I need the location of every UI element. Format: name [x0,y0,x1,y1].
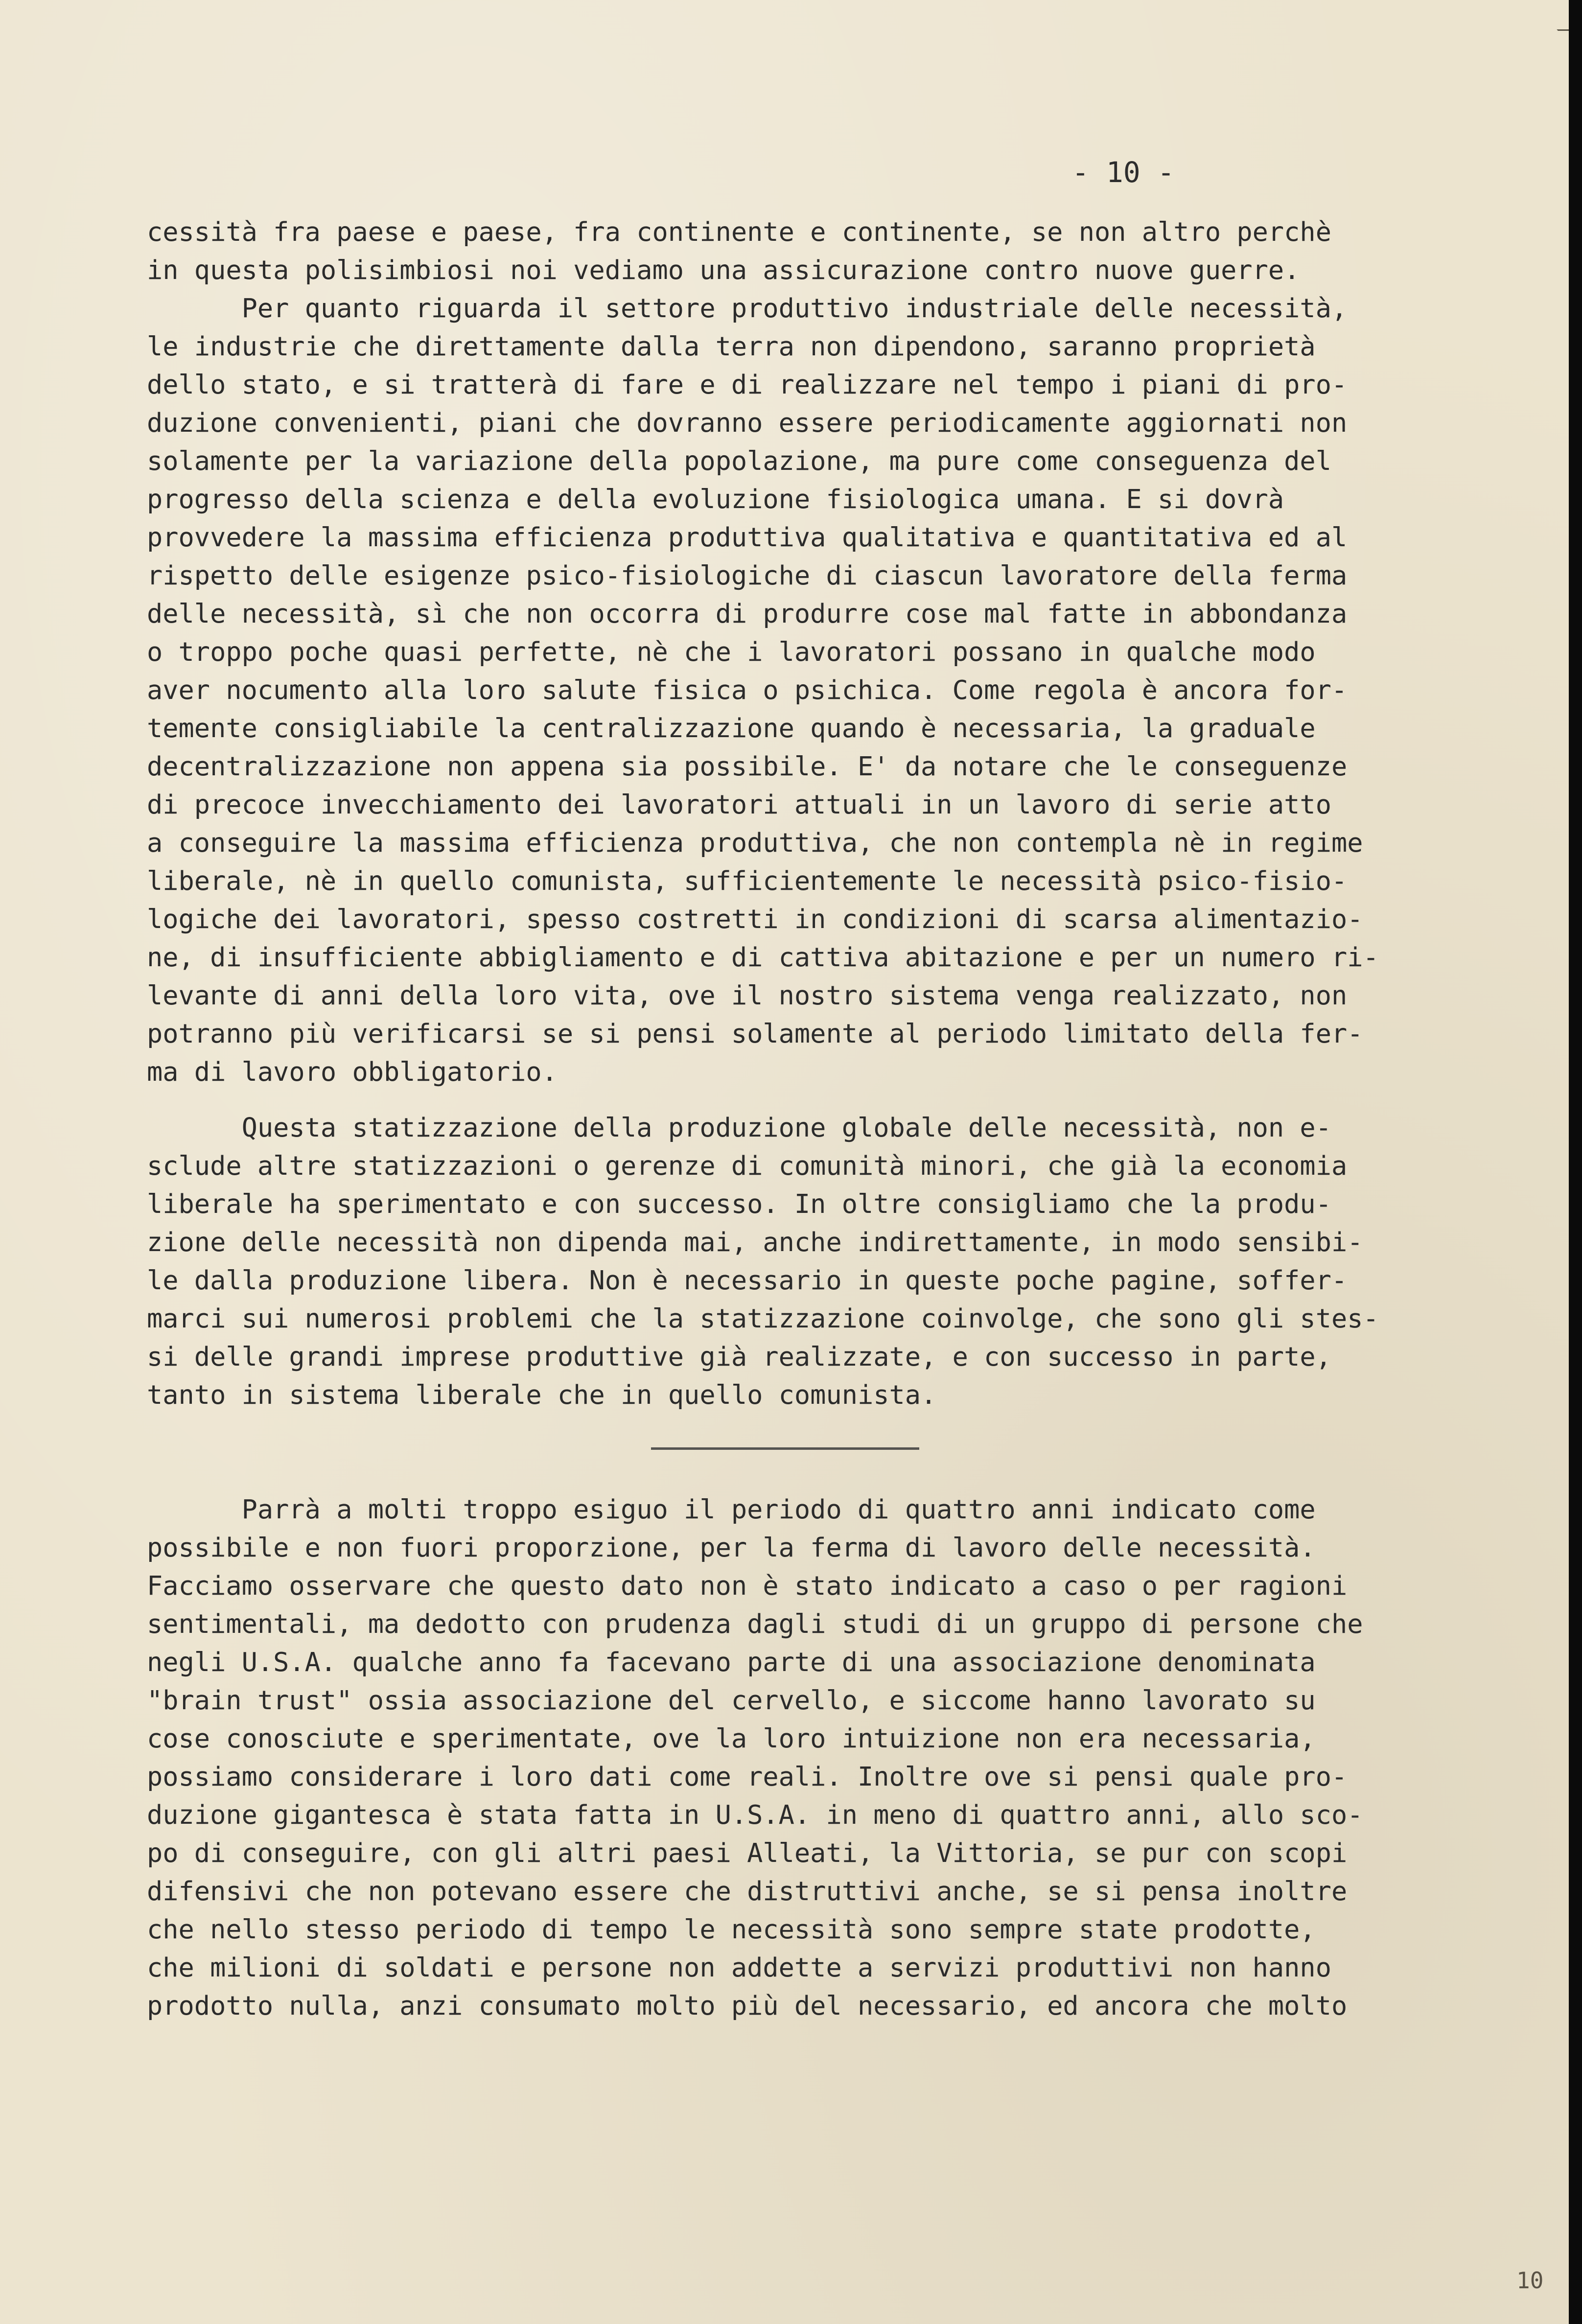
text-line: liberale, nè in quello comunista, sufficientemente le necessità psico-fisio- [147,865,1348,896]
text-line: liberale ha sperimentato e con successo. In oltre consigliamo che la produ- [147,1188,1331,1219]
text-line: potranno più verificarsi se si pensi solamente al periodo limitato della fer- [147,1018,1363,1049]
text-line: rispetto delle esigenze psico-fisiologiche di ciascun lavoratore della ferma [147,560,1348,591]
text-line: Parrà a molti troppo esiguo il periodo di quattro anni indicato come [147,1494,1316,1525]
text-line: di precoce invecchiamento dei lavoratori attuali in un lavoro di serie atto [147,789,1331,820]
text-line: si delle grandi imprese produttive già realizzate, e con successo in parte, [147,1341,1331,1372]
page-number: - 10 - [1072,156,1175,189]
text-line: le industrie che direttamente dalla terra non dipendono, saranno proprietà [147,331,1316,362]
text-line: duzione convenienti, piani che dovranno essere periodicamente aggiornati non [147,407,1348,438]
text-line: levante di anni della loro vita, ove il nostro sistema venga realizzato, non [147,980,1348,1011]
text-line: zione delle necessità non dipenda mai, anche indirettamente, in modo sensibi- [147,1227,1363,1257]
handwritten-page-number: 10 [1516,2267,1544,2294]
text-line: che nello stesso periodo di tempo le necessità sono sempre state prodotte, [147,1914,1316,1945]
scan-border [1569,0,1582,2324]
text-line: in questa polisimbiosi noi vediamo una assicurazione contro nuove guerre. [147,255,1300,285]
text-line: logiche dei lavoratori, spesso costretti in condizioni di scarsa alimentazio- [147,904,1363,934]
text-line: le dalla produzione libera. Non è necessario in queste poche pagine, soffer- [147,1265,1348,1296]
text-line: marci sui numerosi problemi che la statizzazione coinvolge, che sono gli stes- [147,1303,1379,1334]
text-line: che milioni di soldati e persone non addette a servizi produttivi non hanno [147,1952,1331,1983]
text-line: temente consigliabile la centralizzazione quando è necessaria, la graduale [147,713,1316,744]
text-line: provvedere la massima efficienza produttiva qualitativa e quantitativa ed al [147,522,1348,553]
text-line: o troppo poche quasi perfette, nè che i lavoratori possano in qualche modo [147,636,1316,667]
text-line: possibile e non fuori proporzione, per la ferma di lavoro delle necessità. [147,1532,1316,1563]
text-line: decentralizzazione non appena sia possibile. E' da notare che le conseguenze [147,751,1348,782]
text-line: sentimentali, ma dedotto con prudenza dagli studi di un gruppo di persone che [147,1608,1363,1639]
paragraph-3 [147,1490,1468,2025]
text-line: Per quanto riguarda il settore produttivo industriale delle necessità, [147,293,1348,324]
text-line: possiamo considerare i loro dati come reali. Inoltre ove si pensi quale pro- [147,1761,1348,1792]
text-line: "brain trust" ossia associazione del cervello, e siccome hanno lavorato su [147,1685,1316,1716]
text-line: Questa statizzazione della produzione globale delle necessità, non e- [147,1112,1331,1143]
paragraph-2 [147,1109,1468,1414]
text-line: delle necessità, sì che non occorra di produrre cose mal fatte in abbondanza [147,598,1348,629]
text-line: ne, di insufficiente abbigliamento e di cattiva abitazione e per un numero ri- [147,942,1379,973]
text-line: Facciamo osservare che questo dato non è stato indicato a caso o per ragioni [147,1570,1348,1601]
text-line: tanto in sistema liberale che in quello comunista. [147,1379,937,1410]
text-line: dello stato, e si tratterà di fare e di realizzare nel tempo i piani di pro- [147,369,1348,400]
text-line: po di conseguire, con gli altri paesi Alleati, la Vittoria, se pur con scopi [147,1837,1348,1868]
text-line: a conseguire la massima efficienza produttiva, che non contempla nè in regime [147,827,1363,858]
text-line: progresso della scienza e della evoluzione fisiologica umana. E si dovrà [147,484,1284,514]
text-line: negli U.S.A. qualche anno fa facevano parte di una associazione denominata [147,1647,1316,1677]
section-separator [651,1447,919,1450]
text-line: prodotto nulla, anzi consumato molto più del necessario, ed ancora che molto [147,1990,1348,2021]
text-line: difensivi che non potevano essere che distruttivi anche, se si pensa inoltre [147,1876,1348,1906]
text-line: ma di lavoro obbligatorio. [147,1056,558,1087]
text-line: aver nocumento alla loro salute fisica o psichica. Come regola è ancora for- [147,674,1348,705]
text-line: sclude altre statizzazioni o gerenze di comunità minori, che già la economia [147,1150,1348,1181]
text-line: duzione gigantesca è stata fatta in U.S.A. in meno di quattro anni, allo sco- [147,1799,1363,1830]
text-line: solamente per la variazione della popolazione, ma pure come conseguenza del [147,445,1331,476]
text-line: cessità fra paese e paese, fra continente e continente, se non altro perchè [147,216,1331,247]
paragraph-1 [147,213,1468,1091]
text-line: cose conosciute e sperimentate, ove la loro intuizione non era necessaria, [147,1723,1316,1754]
page-corner-fold [1532,0,1569,31]
